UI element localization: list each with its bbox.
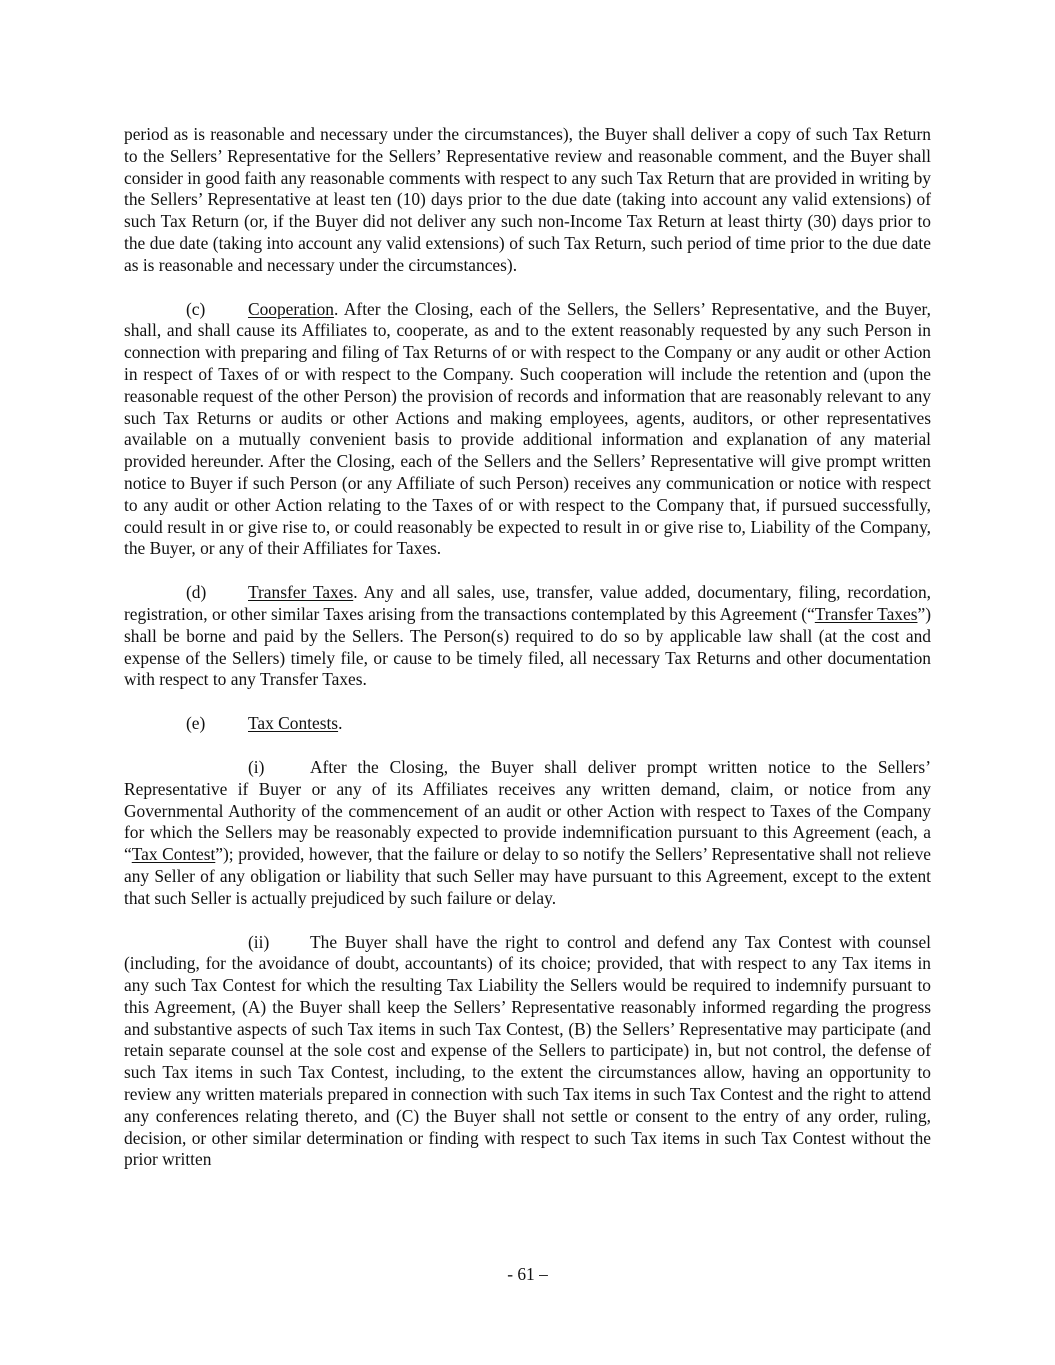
section-e-period: . [338, 713, 343, 734]
section-d-text-1: . Any and all sales, use, transfer, value added, documentary, filing, recordation, registration, or other similar Taxes arising from the transactions contemplated by this Agreement (“ [124, 582, 931, 624]
section-e-label: (e) [186, 713, 206, 734]
paragraph-continuation: period as is reasonable and necessary under the circumstances), the Buyer shall deliver a copy of such Tax Return to the Sellers’ Representative for the Sellers’ Representative review and reasonable comment, and the Buyer shall consider in good faith any reasonable comments with respect to any such Tax Return that are provided in writing by the Sellers’ Representative at least ten (10) days prior to the due date (taking into account any valid extensions) of such Tax Return (or, if the Buyer did not deliver any such non-Income Tax Return at least thirty (30) days prior to the due date (taking into account any valid extensions) of such Tax Return, such period of time prior to the due date as is reasonable and necessary under the circumstances). [124, 124, 931, 275]
section-e-i-label: (i) [248, 756, 265, 777]
section-e-i [124, 757, 931, 910]
section-e-heading: Tax Contests [248, 713, 339, 734]
section-c-label: (c) [186, 298, 206, 319]
section-e-i-defined-term: Tax Contest [131, 844, 216, 865]
section-d-label: (d) [186, 582, 207, 603]
section-c-cooperation [124, 299, 931, 561]
section-e-i-text-1: After the Closing, the Buyer shall deliver prompt written notice to the Sellers’ Representative if Buyer or any of its Affiliates receives any written demand, claim, or notice from any Governmental Authority of the commencement of an audit or other Action with respect to Taxes of the Company for which the Sellers may be reasonably expected to provide indemnification pursuant to this Agreement (each, a “ [124, 756, 931, 865]
section-d-text-2: ”) shall be borne and paid by the Sellers. The Person(s) required to do so by applicable law shall (at the cost and expense of the Sellers) timely file, or cause to be timely filed, all necessary Tax Returns and other documentation with respect to any Transfer Taxes. [124, 603, 931, 690]
section-e-ii-text: The Buyer shall have the right to control and defend any Tax Contest with counsel (including, for the avoidance of doubt, accountants) of its choice; provided, that with respect to any Tax items in any such Tax Contest for which the resulting Tax Liability the Sellers would be required to indemnify pursuant to this Agreement, (A) the Buyer shall keep the Sellers’ Representative reasonably informed regarding the progress and substantive aspects of such Tax items in such Tax Contest, (B) the Sellers’ Representative may participate (and retain separate counsel at the sole cost and expense of the Sellers to participate) in, but not control, the defense of such Tax items in such Tax Contest, including, to the extent the circumstances allow, having an opportunity to review any written materials prepared in connection with such Tax items in such Tax Contest and the right to attend any conferences relating thereto, and (C) the Buyer shall not settle or consent to the entry of any order, ruling, decision, or other similar determination or finding with respect to such Tax items in such Tax Contest without the prior written [124, 931, 931, 1170]
section-e-ii [124, 932, 931, 1172]
section-c-heading: Cooperation [248, 298, 334, 319]
section-d-heading: Transfer Taxes [248, 582, 354, 603]
page-number: - 61 – [507, 1264, 548, 1284]
section-e-tax-contests [124, 713, 931, 735]
section-d-defined-term: Transfer Taxes [814, 603, 918, 624]
section-e-i-text-2: ”); provided, however, that the failure or delay to so notify the Sellers’ Representative shall not relieve any Seller of any obligation or liability that such Seller may have pursuant to this Agreement, except to the extent that such Seller is actually prejudiced by such failure or delay. [124, 844, 931, 908]
section-d-transfer-taxes [124, 582, 931, 691]
section-e-ii-label: (ii) [248, 931, 270, 952]
section-c-text: . After the Closing, each of the Sellers, the Sellers’ Representative, and the Buyer, shall, and shall cause its Affiliates to, cooperate, as and to the extent reasonably requested by any such Person in connection with preparing and filing of Tax Returns of or with respect to the Company or any audit or other Action in respect of Taxes of or with respect to the Company. Such cooperation will include the retention and (upon the reasonable request of the other Person) the provision of records and information that are reasonably relevant to any such Tax Returns or audits or other Actions and making employees, agents, auditors, or other representatives available on a mutually convenient basis to provide additional information and explanation of any material provided hereunder. After the Closing, each of the Sellers and the Sellers’ Representative will give prompt written notice to Buyer if such Person (or any Affiliate of such Person) receives any communication or notice with respect to any audit or other Action relating to the Taxes of or with respect to the Company that, if pursued successfully, could result in or give rise to, or could reasonably be expected to result in or give rise to, Liability of the Company, the Buyer, or any of their Affiliates for Taxes. [124, 298, 931, 559]
